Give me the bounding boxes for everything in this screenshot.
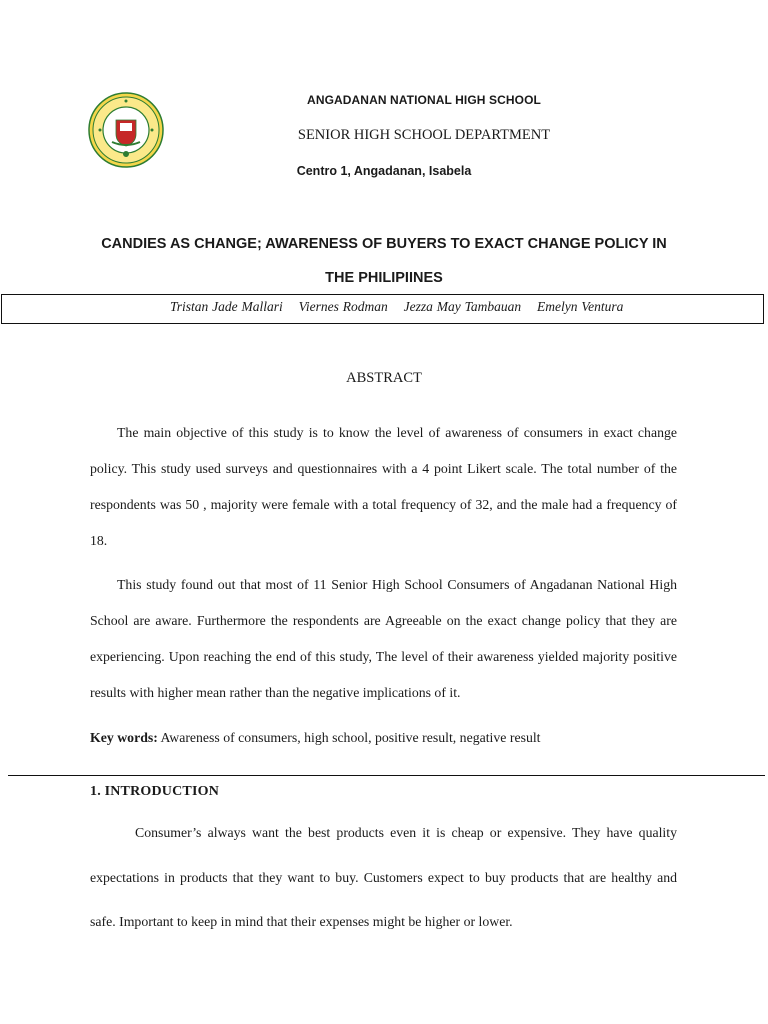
author-name: Tristan Jade Mallari bbox=[170, 299, 283, 314]
section-divider bbox=[8, 775, 765, 776]
introduction-heading: 1. INTRODUCTION bbox=[90, 784, 220, 799]
paper-title-line-2: THE PHILIPIINES bbox=[325, 270, 443, 286]
school-address: Centro 1, Angadanan, Isabela bbox=[296, 164, 472, 178]
school-name: ANGADANAN NATIONAL HIGH SCHOOL bbox=[307, 93, 541, 107]
department-name: SENIOR HIGH SCHOOL DEPARTMENT bbox=[297, 127, 551, 143]
keywords-line bbox=[90, 730, 541, 746]
author-name: Jezza May Tambauan bbox=[403, 299, 522, 314]
author-list bbox=[170, 299, 635, 315]
keywords-text: Awareness of consumers, high school, positive result, negative result bbox=[160, 730, 541, 745]
author-name: Viernes Rodman bbox=[298, 299, 388, 314]
abstract-heading: ABSTRACT bbox=[346, 370, 422, 386]
introduction-paragraph: Consumer’s always want the best products even it is cheap or expensive. They have quality expectations in products that they want to buy. Customers expect to buy products that are healthy and safe. Important to keep in mind that their expenses might be higher or lower. bbox=[90, 825, 677, 929]
abstract-paragraph: This study found out that most of 11 Senior High School Consumers of Angadanan National High School are aware. Furthermore the respondents are Agreeable on the exact change policy that they are experiencing. Upon reaching the end of this study, The level of their awareness yielded majority positive results with higher mean rather than the negative implications of it. bbox=[90, 577, 677, 700]
paper-title-line-1: CANDIES AS CHANGE; AWARENESS OF BUYERS TO EXACT CHANGE POLICY IN bbox=[101, 236, 667, 252]
keywords-label: Key words: bbox=[90, 730, 158, 745]
abstract-paragraph: The main objective of this study is to know the level of awareness of consumers in exact change policy. This study used surveys and questionnaires with a 4 point Likert scale. The total number of the respondents was 50 , majority were female with a total frequency of 32, and the male had a frequency of 18. bbox=[90, 425, 677, 548]
author-name: Emelyn Ventura bbox=[537, 299, 624, 314]
